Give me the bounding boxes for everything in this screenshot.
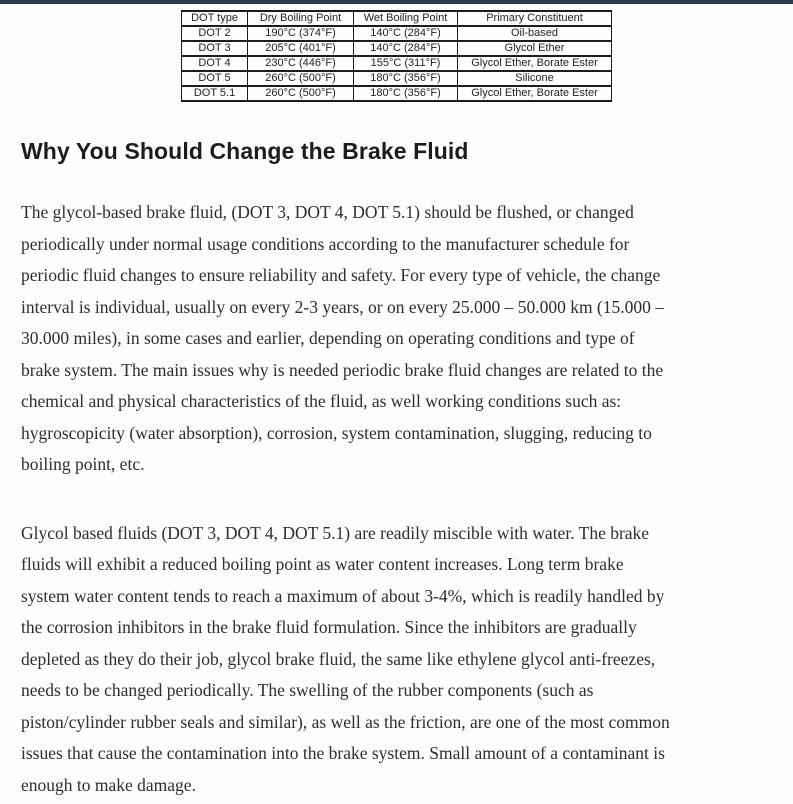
table-row [182,26,612,41]
cell-wet-boiling: 180°C (356°F) [354,86,458,101]
text-line: 30.000 miles), in some cases and earlier, depending on operating conditions and type of [21,328,635,348]
dot-table-container [0,10,793,102]
cell-wet-boiling: 140°C (284°F) [354,26,458,41]
text-line: needs to be changed periodically. The swelling of the rubber components (such as [21,680,594,700]
paragraph-water-miscibility [21,518,772,802]
column-header-wet-boiling-point: Wet Boiling Point [354,11,458,26]
column-header-dot-type: DOT type [182,11,248,26]
cell-dry-boiling: 230°C (446°F) [248,56,354,71]
cell-dot-type: DOT 3 [182,41,248,56]
text-line: periodic fluid changes to ensure reliability and safety. For every type of vehicle, the change [21,265,661,285]
cell-constituent: Glycol Ether, Borate Ester [458,86,612,101]
cell-constituent: Silicone [458,71,612,86]
cell-wet-boiling: 140°C (284°F) [354,41,458,56]
text-line: The glycol-based brake fluid, (DOT 3, DOT 4, DOT 5.1) should be flushed, or changed [21,202,634,222]
cell-constituent: Glycol Ether [458,41,612,56]
text-line: Glycol based fluids (DOT 3, DOT 4, DOT 5.1) are readily miscible with water. The brake [21,522,650,543]
cell-wet-boiling: 155°C (311°F) [354,56,458,71]
column-header-dry-boiling-point: Dry Boiling Point [248,11,354,26]
cell-dry-boiling: 260°C (500°F) [248,86,354,101]
top-window-edge-bar [0,0,793,4]
cell-dot-type: DOT 2 [182,26,248,41]
text-line: interval is individual, usually on every 2-3 years, or on every 25.000 – 50.000 km (15.000 – [21,296,665,317]
table-row [182,86,612,101]
table-row [182,71,612,86]
text-line: hygroscopicity (water absorption), corrosion, system contamination, slugging, reducing to [21,422,652,443]
cell-constituent: Oil-based [458,26,612,41]
table-row [182,41,612,56]
paragraph-fluid-change-schedule [21,197,772,481]
text-line: brake system. The main issues why is needed periodic brake fluid changes are related to the [21,359,664,380]
text-line: fluids will exhibit a reduced boiling point as water content increases. Long term brake [21,554,624,574]
text-line: depleted as they do their job, glycol brake fluid, the same like ethylene glycol anti-freezes, [21,648,656,669]
cell-dot-type: DOT 5.1 [182,86,248,101]
text-line: issues that cause the contamination into the brake system. Small amount of a contaminant is [21,743,665,763]
column-header-primary-constituent: Primary Constituent [458,11,612,26]
cell-constituent: Glycol Ether, Borate Ester [458,56,612,71]
text-line: boiling point, etc. [21,454,145,474]
cell-wet-boiling: 180°C (356°F) [354,71,458,86]
cell-dot-type: DOT 4 [182,56,248,71]
text-line: periodically under normal usage conditions according to the manufacturer schedule for [21,233,630,254]
cell-dry-boiling: 205°C (401°F) [248,41,354,56]
text-line: the corrosion inhibitors in the brake fluid formulation. Since the inhibitors are gradually [21,617,637,637]
text-line: enough to make damage. [21,774,196,795]
cell-dot-type: DOT 5 [182,71,248,86]
text-line: piston/cylinder rubber seals and similar), as well as the friction, are one of the most common [21,711,670,732]
text-line: chemical and physical characteristics of the fluid, as well working conditions such as: [21,391,622,411]
brake-fluid-spec-table [181,10,612,102]
table-header-row [182,11,612,26]
text-line: system water content tends to reach a maximum of about 3-4%, which is readily handled by [21,585,665,606]
page-title: Why You Should Change the Brake Fluid [21,138,469,164]
cell-dry-boiling: 190°C (374°F) [248,26,354,41]
cell-dry-boiling: 260°C (500°F) [248,71,354,86]
table-row [182,56,612,71]
